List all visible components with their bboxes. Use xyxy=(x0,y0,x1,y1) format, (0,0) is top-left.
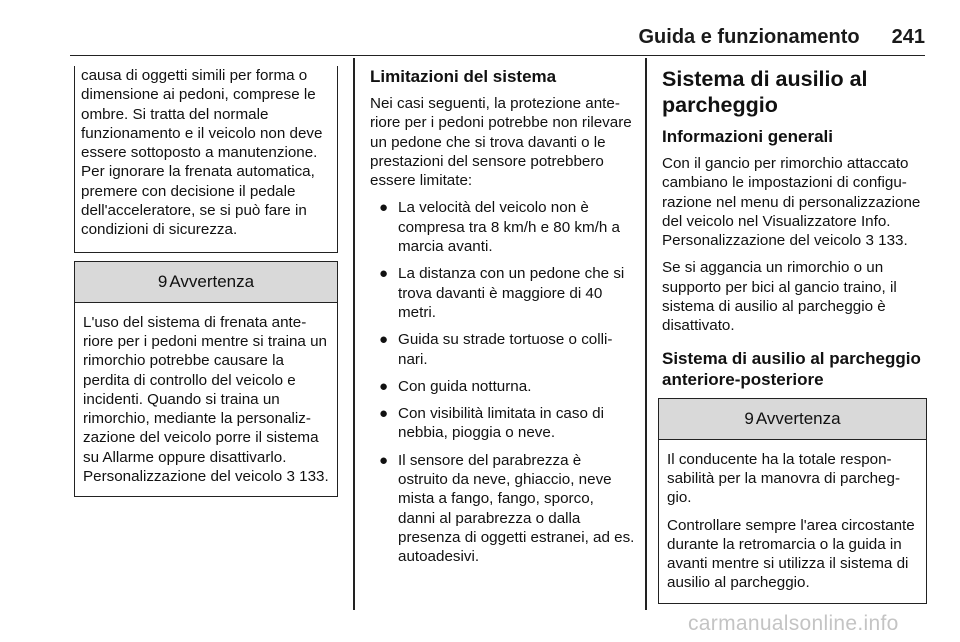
list-item: ● La distanza con un pedone che si trova davanti è maggiore di 40 metri. xyxy=(379,265,625,321)
list-item: ● Il sensore del parabrezza è ostruito da neve, ghiaccio, neve mista a fango, fango, sporco, danni al parabrezza o dalla presenza di oggetti estranei, ad es. autoadesivi. xyxy=(379,451,635,566)
warning-body xyxy=(659,440,926,603)
section-title-parking: Sistema di ausilio al parcheggio xyxy=(662,67,868,117)
column-divider-right xyxy=(645,58,647,610)
warning-icon: 9 xyxy=(744,408,754,428)
limitations-list xyxy=(370,198,635,566)
list-item: ● La velocità del veicolo non è compresa tra 8 km/h e 80 km/h a marcia avanti. xyxy=(379,199,620,256)
warning-title: Avvertenza xyxy=(169,271,255,291)
subheading-general-info: Informazioni generali xyxy=(662,127,833,146)
column-divider-left xyxy=(353,58,355,610)
general-info-paragraph: Con il gancio per rimorchio attaccato cambiano le impostazioni di configurazione nel menu di personalizzazione del veicolo nel Visualizzatore Info. Personalizzazione del veicolo 3 133. xyxy=(662,155,921,250)
list-item: ● Con visibilità limitata in caso di nebbia, pioggia o neve. xyxy=(379,405,604,442)
section-heading-limitations: Limitazioni del sistema xyxy=(370,67,557,86)
warning-text: L'uso del sistema di frenata anteriore per i pedoni mentre si traina un rimorchio potrebbe causare la perdita di controllo del veicolo e incidenti. Quando si traina un rimorchio, mediante la personalizzazione del veicolo porre il sistema su Allarme oppure disattivarlo. Personalizzazione del veicolo 3 133. xyxy=(83,313,329,486)
list-item: ● Guida su strade tortuose o collinari. xyxy=(379,331,613,368)
bullet-icon: ● xyxy=(379,331,389,349)
chapter-title: Guida e funzionamento xyxy=(638,26,860,48)
trailer-paragraph: Se si aggancia un rimorchio o un supporto per bici al gancio traino, il sistema di ausilio al parcheggio è disattivato. xyxy=(662,259,897,335)
bullet-icon: ● xyxy=(379,377,389,395)
warning-body xyxy=(75,303,337,497)
bullet-icon: ● xyxy=(379,451,389,469)
page-header xyxy=(70,16,925,56)
bullet-icon: ● xyxy=(379,405,389,423)
warning-text-2: Controllare sempre l'area circostante durante la retromarcia o la guida in avanti mentre si utilizza il sistema di ausilio al parcheggio. xyxy=(667,516,915,592)
bullet-icon: ● xyxy=(379,199,389,217)
warning-header xyxy=(659,399,926,440)
warning-title: Avvertenza xyxy=(755,408,841,428)
page-number: 241 xyxy=(891,26,925,48)
subheading-front-rear: Sistema di ausilio al parcheggio anteriore-posteriore xyxy=(662,348,921,389)
column-right xyxy=(662,66,927,604)
list-item: ● Con guida notturna. xyxy=(379,377,532,395)
warning-box-left xyxy=(74,261,338,498)
continued-text-frame xyxy=(74,66,338,253)
bullet-icon: ● xyxy=(379,265,389,283)
warning-text-1: Il conducente ha la totale responsabilità per la manovra di parcheggio. xyxy=(667,450,901,507)
warning-icon: 9 xyxy=(157,271,168,291)
column-left xyxy=(78,66,338,497)
limitations-intro: Nei casi seguenti, la protezione anteriore per i pedoni potrebbe non rilevare un pedone che si trova davanti o le prestazioni del sensore potrebbero essere limitate: xyxy=(370,95,632,190)
continued-paragraph: causa di oggetti simili per forma o dimensione ai pedoni, comprese le ombre. Si tratta del normale funzionamento e il veicolo non deve essere sottoposto a manutenzione. Per ignorare la frenata automatica, premere con decisione il pedale dell'acceleratore, se si può fare in condizioni di sicurezza. xyxy=(81,67,323,239)
column-middle xyxy=(370,66,635,575)
warning-box-right xyxy=(658,398,927,604)
warning-header xyxy=(75,262,337,303)
watermark: carmanualsonline.info xyxy=(688,612,899,635)
